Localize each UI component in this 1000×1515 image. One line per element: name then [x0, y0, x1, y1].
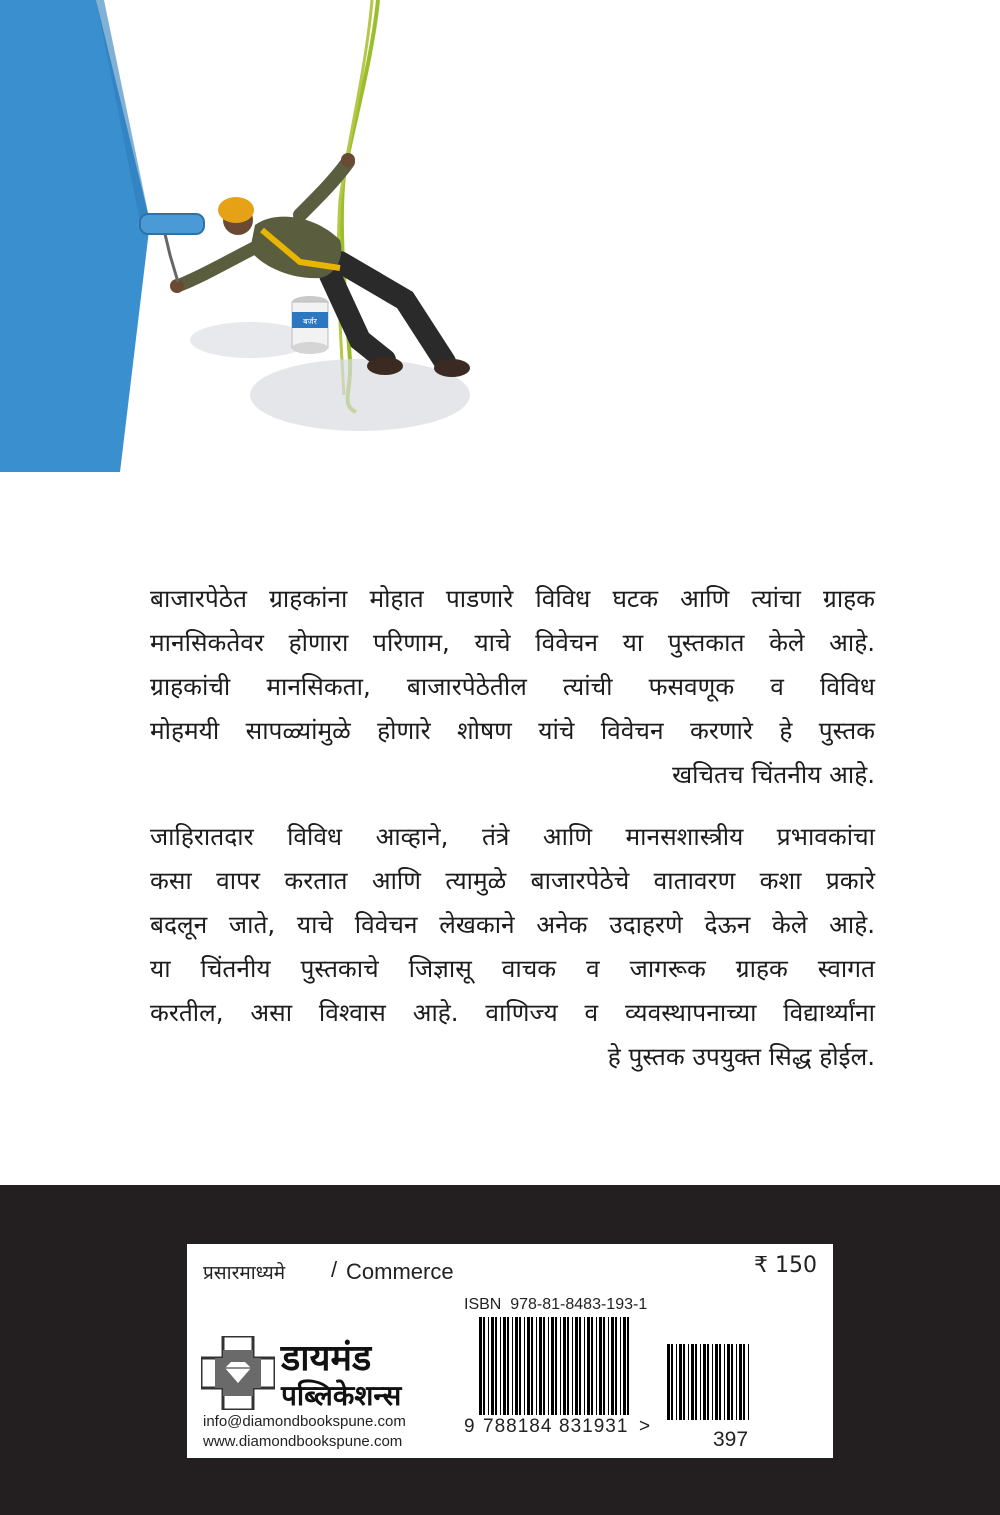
barcode-bar [495, 1317, 497, 1415]
text-line: हे पुस्तक उपयुक्त सिद्ध होईल. [607, 1042, 875, 1071]
description-paragraph-2 [150, 815, 875, 1079]
barcode-bar [615, 1317, 617, 1415]
text-line: करतील, असा विश्वास आहे. वाणिज्य व व्यवस्थापनाच्या विद्यार्थ्यांना [150, 998, 875, 1027]
barcode-bar [572, 1317, 573, 1415]
barcode-bar [567, 1317, 569, 1415]
barcode-bar [676, 1344, 677, 1420]
barcode-bar [611, 1317, 614, 1415]
blue-paint-stripe [0, 0, 150, 472]
description-paragraph-1 [150, 577, 875, 797]
barcode-bar [543, 1317, 545, 1415]
publisher-website: www.diamondbookspune.com [203, 1433, 403, 1450]
barcode-bar [488, 1317, 489, 1415]
book-info-box [187, 1244, 833, 1458]
barcode-bar [563, 1317, 566, 1415]
barcode-bar [524, 1317, 525, 1415]
barcode-bar [512, 1317, 513, 1415]
barcode-bar [727, 1344, 730, 1420]
barcode-bar [748, 1344, 749, 1420]
barcode-bar [539, 1317, 542, 1415]
barcode-bar [596, 1317, 597, 1415]
barcode-bar [548, 1317, 549, 1415]
barcode-digit-first: 9 [464, 1416, 475, 1437]
publisher-email: info@diamondbookspune.com [203, 1413, 406, 1430]
barcode-bar [599, 1317, 602, 1415]
text-line: खचितच चिंतनीय आहे. [672, 760, 875, 789]
text-line: जाहिरातदार विविध आव्हाने, तंत्रे आणि मानसशास्त्रीय प्रभावकांचा [150, 822, 875, 851]
barcode-bar [483, 1317, 485, 1415]
barcode-bar [608, 1317, 609, 1415]
barcode-bar [555, 1317, 557, 1415]
text-line: मानसिकतेवर होणारा परिणाम, याचे विवेचन या पुस्तकात केले आहे. [150, 628, 875, 657]
price-label: ₹ 150 [754, 1253, 817, 1278]
barcode-digits-group2: 831931 [559, 1416, 629, 1437]
paint-can-label: बर्जर [303, 317, 317, 326]
barcode-bar [507, 1317, 509, 1415]
isbn-label: ISBN 978-81-8483-193-1 [464, 1296, 648, 1313]
barcode-bar [683, 1344, 685, 1420]
barcode-bar [667, 1344, 670, 1420]
price-addon-barcode [667, 1344, 751, 1420]
barcode-bar [491, 1317, 494, 1415]
barcode-bar [560, 1317, 561, 1415]
barcode-bar [707, 1344, 709, 1420]
text-line: बाजारपेठेत ग्राहकांना मोहात पाडणारे विविध घटक आणि त्यांचा ग्राहक [150, 584, 875, 613]
text-line: ग्राहकांची मानसिकता, बाजारपेठेतील त्यांची फसवणूक व विविध [150, 672, 875, 701]
isbn-barcode [479, 1317, 632, 1415]
addon-code: 397 [713, 1428, 749, 1451]
barcode-bar [691, 1344, 694, 1420]
barcode-bar [703, 1344, 706, 1420]
barcode-bar [584, 1317, 585, 1415]
barcode-bar [527, 1317, 530, 1415]
text-line: या चिंतनीय पुस्तकाचे जिज्ञासू वाचक व जागरूक ग्राहक स्वागत [150, 954, 875, 983]
barcode-bar [671, 1344, 673, 1420]
barcode-end-marker: > [639, 1416, 651, 1437]
category-separator: / [331, 1257, 338, 1282]
barcode-bar [715, 1344, 718, 1420]
barcode-bar [500, 1317, 501, 1415]
barcode-bar [515, 1317, 518, 1415]
barcode-bar [739, 1344, 742, 1420]
cover-illustration [0, 0, 520, 480]
text-line: बदलून जाते, याचे विवेचन लेखकाने अनेक उदाहरणे देऊन केले आहे. [150, 910, 875, 939]
barcode-bar [503, 1317, 506, 1415]
barcode-bar [695, 1344, 697, 1420]
barcode-bar [688, 1344, 689, 1420]
diamond-logo-icon [201, 1336, 275, 1410]
barcode-bar [736, 1344, 737, 1420]
barcode-digits-group1: 788184 [483, 1416, 553, 1437]
barcode-bar [603, 1317, 605, 1415]
text-line: मोहमयी सापळ्यांमुळे होणारे शोषण यांचे विवेचन करणारे हे पुस्तक [150, 716, 875, 745]
barcode-bar [591, 1317, 593, 1415]
barcode-bar [479, 1317, 482, 1415]
barcode-bar [627, 1317, 629, 1415]
category-label: प्रसारमाध्यमे [203, 1262, 286, 1284]
barcode-bar [587, 1317, 590, 1415]
barcode-bar [743, 1344, 745, 1420]
publisher-name-line2: पब्लिकेशन्स [281, 1379, 402, 1412]
barcode-bar [724, 1344, 725, 1420]
subject-label: Commerce [346, 1259, 454, 1284]
barcode-bar [731, 1344, 733, 1420]
barcode-bar [679, 1344, 682, 1420]
barcode-bar [579, 1317, 581, 1415]
barcode-bar [551, 1317, 554, 1415]
barcode-bar [719, 1344, 721, 1420]
barcode-bar [575, 1317, 578, 1415]
barcode-bar [536, 1317, 537, 1415]
barcode-bar [531, 1317, 533, 1415]
barcode-bar [712, 1344, 713, 1420]
barcode-bar [623, 1317, 626, 1415]
publisher-name-line1: डायमंड [281, 1338, 372, 1379]
barcode-bar [620, 1317, 621, 1415]
text-line: कसा वापर करतात आणि त्यामुळे बाजारपेठेचे वातावरण कशा प्रकारे [150, 866, 875, 895]
barcode-bar [700, 1344, 701, 1420]
paint-can [292, 296, 328, 354]
barcode-bar [519, 1317, 521, 1415]
